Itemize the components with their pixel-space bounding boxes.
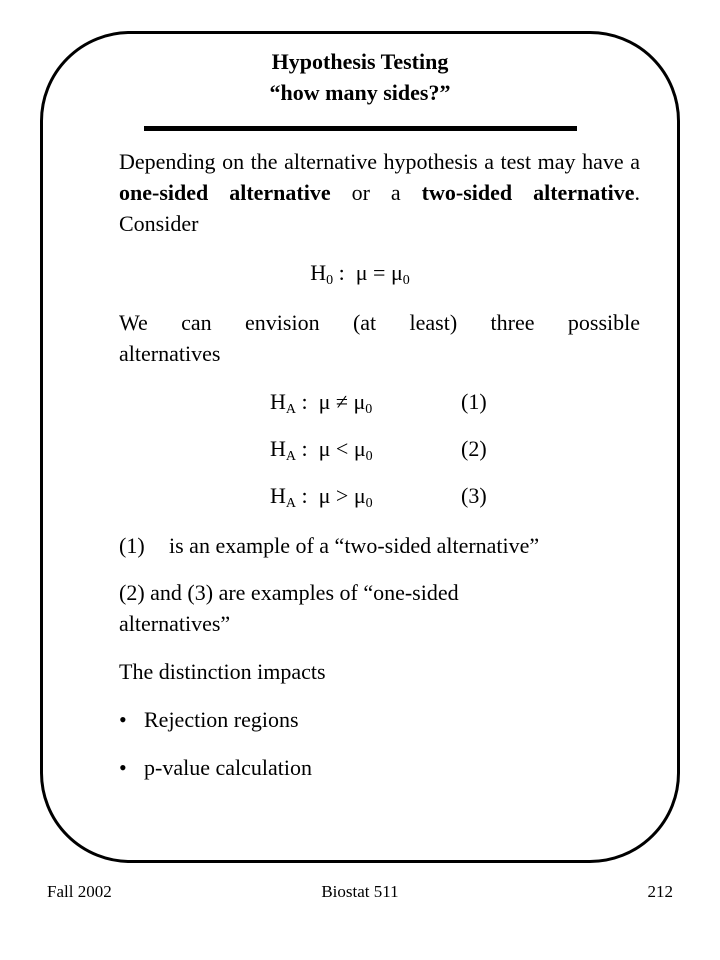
null-hypothesis: $H_0$ : $\mu = \mu_0$ — [310, 260, 410, 288]
one-sided-term: one-sided alternative — [119, 180, 331, 205]
intro-text-2: or a — [330, 180, 422, 205]
alternative-number-1: (1) — [461, 389, 487, 414]
footer-term: Fall 2002 — [47, 882, 112, 901]
note-tag: (1) — [119, 533, 145, 558]
envision-paragraph — [119, 307, 640, 369]
alternative-hypothesis-3: $H_A$ : $\mu > \mu_0$ (3) — [270, 483, 487, 511]
envision-line-1: We can envision (at least) three possible — [119, 310, 640, 335]
alternative-number-2: (2) — [461, 436, 487, 461]
one-sided-note: (2) and (3) are examples of “one-sided alternatives” — [119, 580, 459, 636]
two-sided-term: two-sided alternative — [421, 180, 635, 205]
intro-text-1: Depending on the alternative hypothesis a test may have a — [119, 149, 640, 174]
bullet-item — [119, 752, 312, 783]
bullet-item — [119, 704, 299, 735]
intro-paragraph — [119, 146, 640, 239]
bullet-text: Rejection regions — [144, 707, 299, 732]
bullet-text: p-value calculation — [144, 755, 312, 780]
slide-title: Hypothesis Testing — [271, 49, 449, 74]
alternative-hypothesis-2: $H_A$ : $\mu < \mu_0$ (2) — [270, 436, 487, 464]
bullet-icon: • — [119, 755, 127, 780]
footer-course: Biostat 511 — [321, 882, 399, 901]
footer-page-number: 212 — [647, 882, 673, 901]
intro-text-3: . Consider — [119, 180, 640, 236]
bullet-icon: • — [119, 707, 127, 732]
slide-subtitle: “how many sides?” — [269, 80, 451, 105]
note-text: is an example of a “two-sided alternative” — [169, 533, 540, 558]
title-divider — [144, 126, 577, 131]
two-sided-note — [119, 530, 539, 561]
distinction-text: The distinction impacts — [119, 659, 326, 684]
alternative-hypothesis-1: $H_A$ : $\mu \ne \mu_0$ (1) — [270, 389, 487, 417]
alternative-number-3: (3) — [461, 483, 487, 508]
envision-line-2: alternatives — [119, 341, 221, 366]
